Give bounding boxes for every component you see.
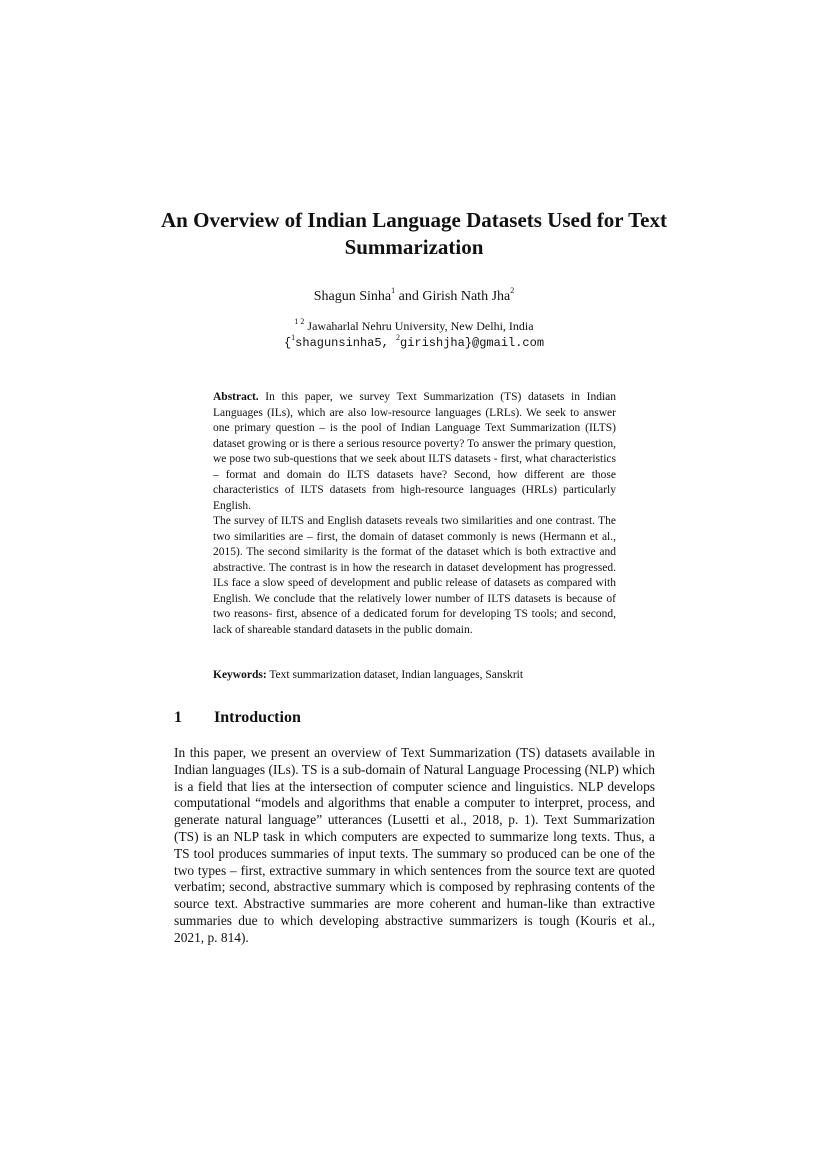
institution-name: Jawaharlal Nehru University, New Delhi, India (304, 319, 534, 333)
author-line (150, 288, 678, 306)
body-paragraph: In this paper, we present an overview of Text Summarization (TS) datasets available in Indian languages (ILs). TS is a sub-domain of Natural Language Processing (NLP) which is a field that lies at the intersection of computer science and linguistics. NLP develops computational “models and algorithms that enable a computer to interpret, process, and generate natural language” utterances (Lusetti et al., 2018, p. 1). Text Summarization (TS) is an NLP task in which computers are expected to summarize long texts. Thus, a TS tool produces summaries of input texts. The summary so produced can be one of the two types – first, extractive summary in which sentences from the source text are quoted verbatim; second, abstractive summary which is composed by rephrasing contents of the source text. Abstractive summaries are more coherent and human-like than extractive summaries due to which developing abstractive summarizers is tough (Kouris et al., 2021, p. 814). (174, 745, 655, 945)
keywords-text: Text summarization dataset, Indian languages, Sanskrit (266, 669, 524, 681)
abstract-paragraph (213, 390, 616, 514)
abstract-label: Abstract. (213, 391, 259, 403)
keywords-label: Keywords: (213, 669, 267, 681)
email-superscript: 2 (396, 333, 400, 342)
section-title: Introduction (214, 709, 301, 726)
email-line (150, 334, 678, 351)
abstract-paragraph: The survey of ILTS and English datasets reveals two similarities and one contrast. The two similarities are – first, the domain of dataset commonly is news (Hermann et al., 2015). The second similarity is the format of the dataset which is both extractive and abstractive. The contrast is in how the research in dataset development has progressed. ILs face a slow speed of development and public release of datasets as compared with English. We conclude that the relatively lower number of ILTS datasets is because of two reasons- first, absence of a dedicated forum for developing TS tools; and second, lack of shareable standard datasets in the public domain. (213, 515, 616, 636)
affiliation (150, 318, 678, 351)
section-heading (174, 708, 301, 728)
abstract-text: In this paper, we survey Text Summarization (TS) datasets in Indian Languages (ILs), which are also low-resource languages (LRLs). We seek to answer one primary question – is the pool of Indian Language Text Summarization (ILTS) dataset growing or is there a serious resource poverty? To answer the primary question, we pose two sub-questions that we seek about ILTS datasets - first, what characteristics – format and domain do ILTS datasets have? Second, how different are those characteristics of ILTS datasets from high-resource languages (HRLs) particularly English. (213, 391, 616, 512)
email-text: shagunsinha5, (295, 336, 396, 350)
section-number: 1 (174, 709, 182, 726)
email-superscript: 1 (291, 333, 296, 342)
abstract (213, 390, 616, 638)
author-superscript: 2 (510, 286, 515, 296)
author-superscript: 1 (391, 286, 396, 296)
keywords (213, 668, 616, 683)
author-name: Girish Nath Jha (422, 289, 511, 304)
author-conjunction: and (395, 289, 423, 304)
author-name: Shagun Sinha (313, 289, 392, 304)
email-brace: { (283, 336, 292, 350)
affiliation-superscript: 1 2 (294, 317, 305, 326)
email-text: girishjha}@gmail.com (400, 336, 545, 350)
paper-title: An Overview of Indian Language Datasets Used for Text Summarization (161, 208, 667, 259)
institution-line (150, 318, 678, 334)
